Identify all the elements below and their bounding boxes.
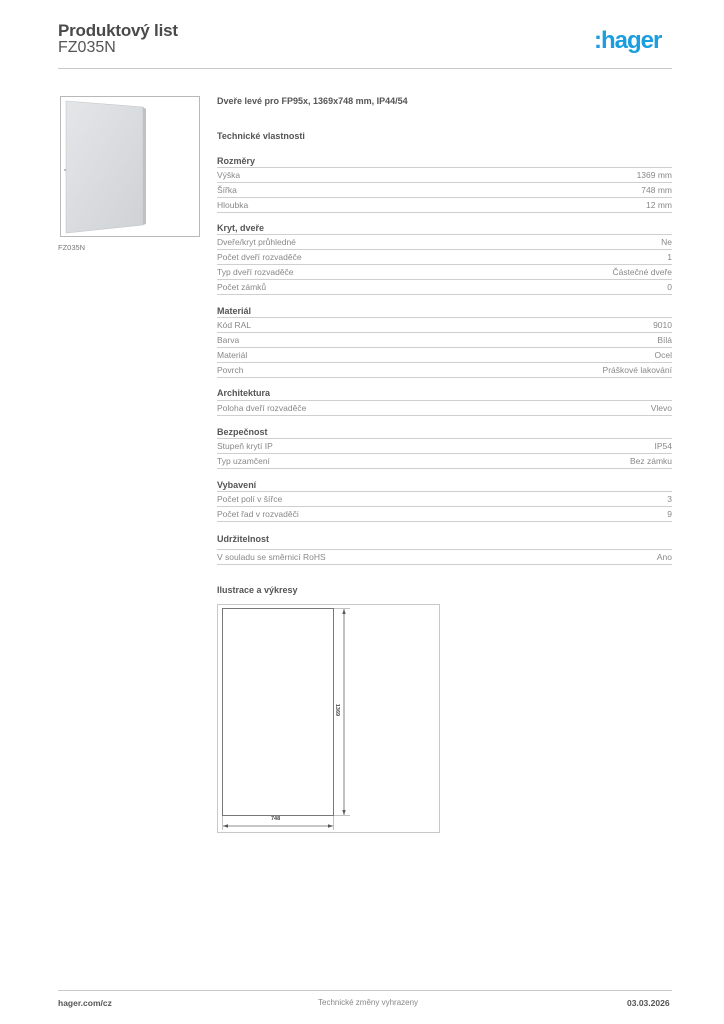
technical-properties-title: Technické vlastnosti [217,131,305,141]
footer-divider [58,990,672,991]
spec-label: Šířka [217,185,237,195]
footer-note: Technické změny vyhrazeny [318,998,419,1007]
spec-row [217,332,672,347]
spec-row [217,279,672,295]
spec-row [217,491,672,506]
spec-value: 9 [667,509,672,519]
spec-value: IP54 [654,441,672,451]
group-title-rozmery: Rozměry [217,156,256,166]
spec-value: Vlevo [650,403,672,413]
dimension-drawing-icon [218,605,439,832]
spec-label: Výška [217,170,241,180]
spec-value: Bílá [657,335,672,345]
spec-label: Typ uzamčení [217,456,270,466]
group-title-udrzitelnost: Udržitelnost [217,534,270,544]
spec-label: Počet zámků [217,282,267,292]
spec-row [217,453,672,469]
spec-value: Částečné dveře [612,267,672,277]
group-title-kryt-dvere: Kryt, dveře [217,223,265,233]
spec-label: Stupeň krytí IP [217,441,273,451]
spec-value: 748 mm [641,185,672,195]
spec-label: Počet řad v rozvaděči [217,509,299,519]
spec-row [217,317,672,332]
spec-value: Ocel [654,350,672,360]
header-divider [58,68,672,69]
page-title: Produktový list [58,21,178,40]
group-title-vybaveni: Vybavení [217,480,257,490]
image-caption: FZ035N [58,243,86,252]
spec-value: Ano [656,552,672,562]
spec-label: Počet dveří rozvaděče [217,252,302,262]
spec-label: Barva [217,335,240,345]
spec-label: V souladu se směrnicí RoHS [217,552,326,562]
spec-label: Povrch [217,365,244,375]
spec-row [217,347,672,362]
group-title-material: Materiál [217,306,252,316]
spec-row [217,197,672,213]
spec-value: Bez zámku [629,456,672,466]
spec-label: Typ dveří rozvaděče [217,267,294,277]
spec-value: 1 [667,252,672,262]
illustration-title: Ilustrace a výkresy [217,585,298,595]
door-panel-icon [61,97,199,236]
spec-row [217,234,672,249]
spec-label: Počet polí v šířce [217,494,283,504]
spec-row [217,549,672,565]
dimension-height-label: 1369 [334,703,341,717]
spec-value: 3 [667,494,672,504]
spec-row [217,182,672,197]
spec-value: 1369 mm [636,170,672,180]
spec-row [217,400,672,416]
footer-website-link[interactable]: hager.com/cz [58,998,112,1008]
dimension-width-label: 748 [271,816,281,822]
spec-row [217,264,672,279]
spec-value: 0 [667,282,672,292]
spec-value: Práškové lakování [602,365,672,375]
group-title-bezpecnost: Bezpečnost [217,427,268,437]
spec-label: Poloha dveří rozvaděče [217,403,307,413]
group-title-architektura: Architektura [217,388,271,398]
footer-date: 03.03.2026 [627,998,670,1008]
spec-value: 9010 [653,320,672,330]
spec-row [217,167,672,182]
spec-row [217,506,672,522]
spec-label: Materiál [217,350,248,360]
spec-row [217,249,672,264]
spec-label: Dveře/kryt průhledné [217,237,296,247]
hager-logo: :hager [594,27,662,54]
spec-value: 12 mm [646,200,672,210]
product-code: FZ035N [58,39,116,56]
spec-value: Ne [661,237,672,247]
spec-row [217,438,672,453]
product-description: Dveře levé pro FP95x, 1369x748 mm, IP44/54 [217,96,408,106]
spec-label: Hloubka [217,200,249,210]
spec-label: Kód RAL [217,320,252,330]
spec-row [217,362,672,378]
product-image [60,96,200,237]
technical-drawing [217,604,440,833]
